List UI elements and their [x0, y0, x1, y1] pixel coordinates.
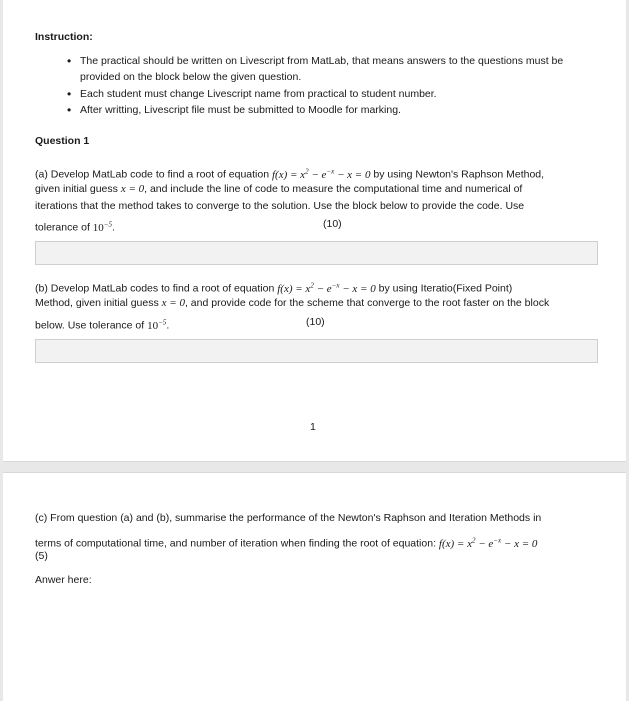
bullet-icon: •: [67, 87, 72, 101]
instruction-bullet-1: The practical should be written on Livescript from MatLab, that means answers to the questions must be: [80, 55, 564, 67]
part-c-marks: (5): [35, 550, 48, 562]
part-a-line-2: given initial guess x = 0, and include the line of code to measure the computational time and numerical of: [35, 183, 523, 195]
part-c-answer-area[interactable]: [35, 595, 596, 695]
part-b-answer-block[interactable]: [35, 339, 598, 363]
equation: $f(x) = x^2 - e^{-x} - x = 0$: [271, 167, 371, 181]
bullet-icon: •: [67, 103, 72, 117]
instruction-heading: Instruction:: [35, 31, 93, 43]
part-a-line-1: (a) Develop MatLab code to find a root of equation $f(x) = x^2 - e^{-x} - x = 0$ by using Newton's Raphson Method,: [35, 167, 545, 181]
instruction-bullet-3: After writting, Livescript file must be submitted to Moodle for marking.: [80, 104, 401, 116]
document-page-2: [3, 472, 626, 701]
part-b-line-2: Method, given initial guess x = 0, and provide code for the scheme that converge to the root faster on the block: [35, 297, 550, 309]
part-a-line-4: tolerance of $10^{-5}$.: [35, 220, 115, 234]
page-number: 1: [310, 421, 316, 433]
part-a-marks: (10): [323, 218, 342, 230]
part-a-line-3: iterations that the method takes to converge to the solution. Use the block below to provide the code. Use: [35, 200, 525, 212]
bullet-icon: •: [67, 54, 72, 68]
part-c-answer-label: Anwer here:: [35, 574, 92, 586]
instruction-bullet-2: Each student must change Livescript name from practical to student number.: [80, 88, 437, 100]
part-c-line-1: (c) From question (a) and (b), summarise the performance of the Newton's Raphson and Iteration Methods in: [35, 512, 542, 524]
part-b-marks: (10): [306, 316, 325, 328]
document-page-1: [3, 0, 626, 462]
part-b-line-3: below. Use tolerance of $10^{-5}$.: [35, 318, 170, 332]
instruction-bullet-1-cont: provided on the block below the given question.: [80, 71, 302, 83]
part-a-answer-block[interactable]: [35, 241, 598, 265]
question-1-heading: Question 1: [35, 135, 90, 147]
part-b-line-1: (b) Develop MatLab codes to find a root of equation $f(x) = x^2 - e^{-x} - x = 0$ by using Iteratio(Fixed Point): [35, 281, 513, 295]
part-c-line-2: terms of computational time, and number of iteration when finding the root of equation: $f(x) = x^2 - e^{-x} - x = 0$: [35, 536, 538, 550]
